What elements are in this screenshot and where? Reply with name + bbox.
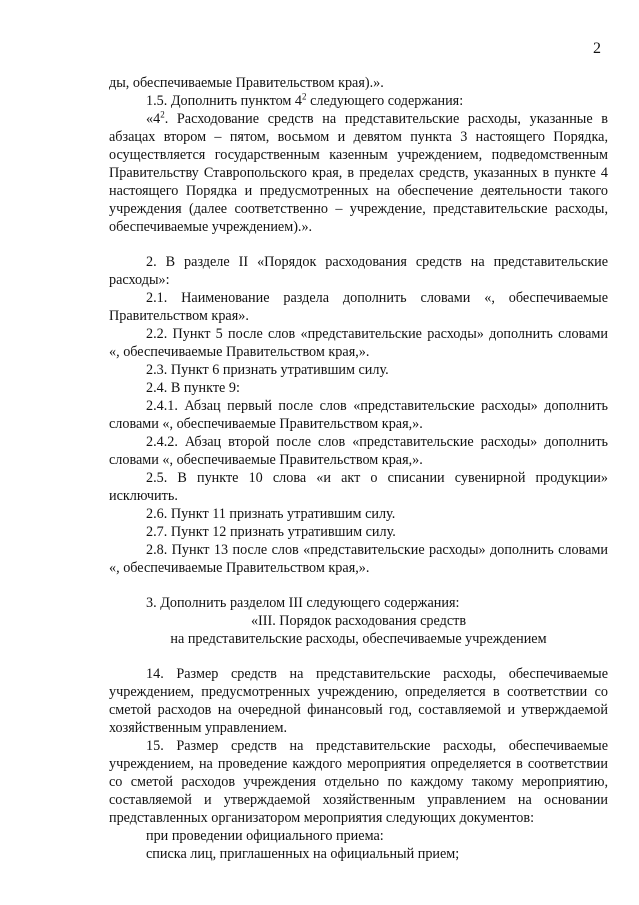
page-number: 2	[593, 40, 601, 57]
paragraph-section-3: 3. Дополнить разделом III следующего содержания:	[146, 595, 460, 611]
paragraph-14: 14. Размер средств на представительские расходы, обеспечиваемые учреждением, предусмотренных учреждению, определяется в соответствии со сметой расходов на очередной финансовый год, составляемой и утверждаемой хозяйственным управлением.	[109, 666, 608, 736]
paragraph-15: 15. Размер средств на представительские расходы, обеспечиваемые учреждением, на проведение каждого мероприятия определяется в соответствии со сметой расходов учреждения отдельно по каждому такому мероприятию, составляемой и утверждаемой хозяйственным управлением на основании представленных организатором мероприятия следующих документов:	[109, 738, 608, 826]
section-3-heading-line-2: на представительские расходы, обеспечиваемые учреждением	[170, 631, 547, 647]
paragraph-1-5: 1.5. Дополнить пунктом $4^2$ следующего содержания:	[146, 91, 464, 109]
paragraph-2-4-2: 2.4.2. Абзац второй после слов «представительские расходы» дополнить словами «, обеспечиваемые Правительством края,».	[109, 434, 608, 468]
paragraph-2-4: 2.4. В пункте 9:	[146, 380, 240, 396]
section-3-heading-line-1: «III. Порядок расходования средств	[250, 613, 467, 629]
paragraph-2-2: 2.2. Пункт 5 после слов «представительские расходы» дополнить словами «, обеспечиваемые Правительством края,».	[109, 326, 608, 360]
paragraph-guest-list: списка лиц, приглашенных на официальный прием;	[146, 846, 460, 862]
paragraph-4-2-quote: «$4^2$. Расходование средств на представительские расходы, указанные в абзацах втором – пятом, восьмом и девятом пункта 3 настоящего Порядка, осуществляется государственным казенным учреждением, подведомственным Правительству Ставропольского края, в пределах средств, указанных в пункте 4 настоящего Порядка и предусмотренных на обеспечение деятельности такого учреждения (далее соответственно – учреждение, представительские расходы, обеспечиваемые учреждением).».	[109, 109, 608, 235]
paragraph-official-reception: при проведении официального приема:	[146, 828, 384, 844]
document-body	[109, 74, 608, 863]
paragraph-continuation: ды, обеспечиваемые Правительством края).».	[109, 75, 384, 91]
paragraph-2-5: 2.5. В пункте 10 слова «и акт о списании сувенирной продукции» исключить.	[109, 470, 608, 504]
paragraph-2-4-1: 2.4.1. Абзац первый после слов «представительские расходы» дополнить словами «, обеспечиваемые Правительством края,».	[109, 398, 608, 432]
paragraph-section-2: 2. В разделе II «Порядок расходования средств на представительские расходы»:	[109, 254, 608, 288]
paragraph-2-6: 2.6. Пункт 11 признать утратившим силу.	[146, 506, 396, 522]
paragraph-2-7: 2.7. Пункт 12 признать утратившим силу.	[146, 524, 396, 540]
paragraph-2-8: 2.8. Пункт 13 после слов «представительские расходы» дополнить словами «, обеспечиваемые Правительством края,».	[109, 542, 608, 576]
paragraph-2-3: 2.3. Пункт 6 признать утратившим силу.	[146, 362, 389, 378]
paragraph-2-1: 2.1. Наименование раздела дополнить словами «, обеспечиваемые Правительством края».	[109, 290, 608, 324]
